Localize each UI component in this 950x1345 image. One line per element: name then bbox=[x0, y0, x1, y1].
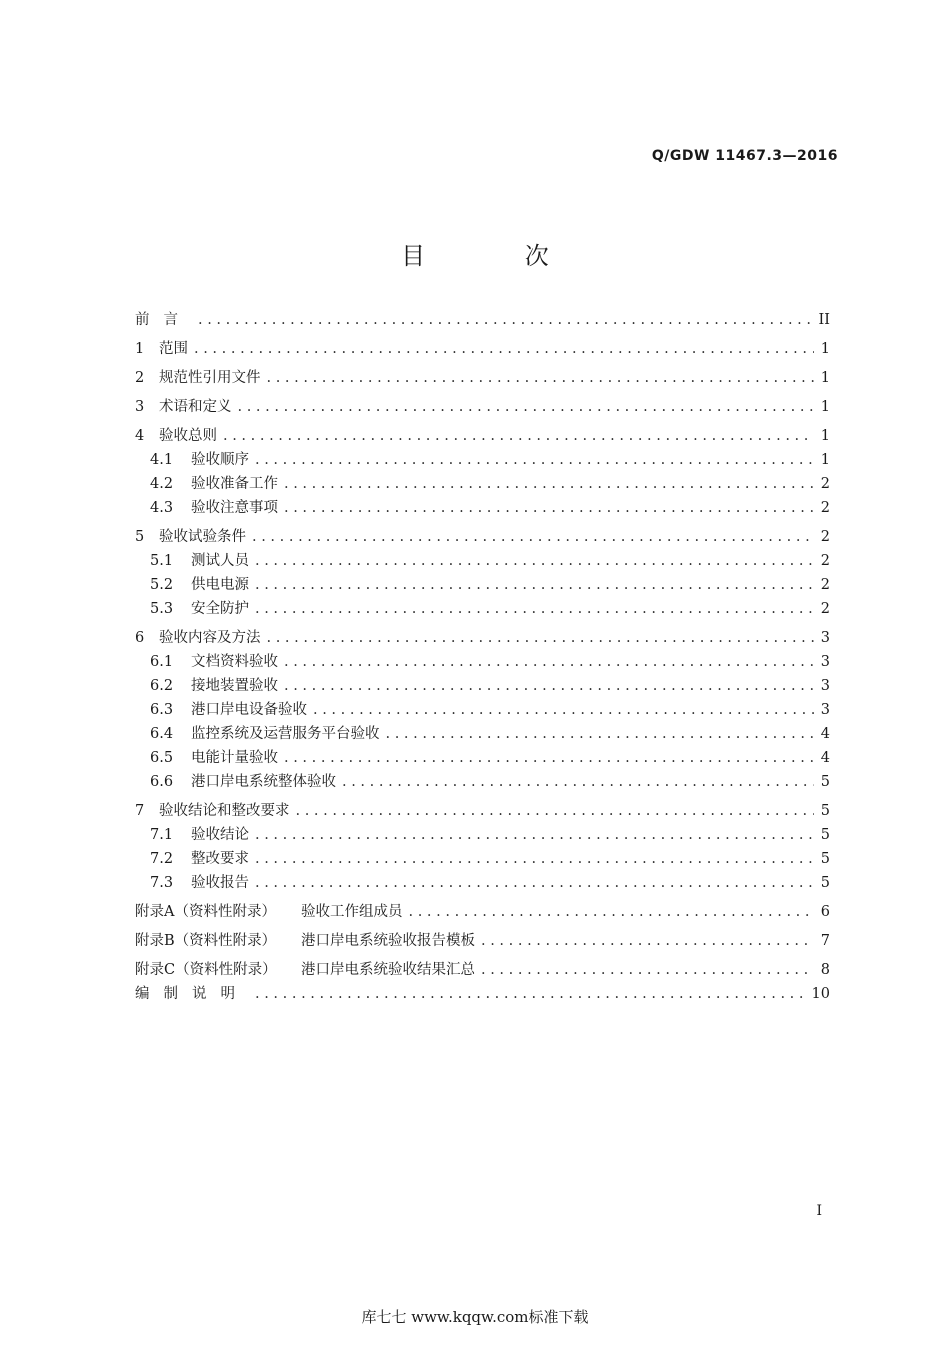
toc-leader-dots bbox=[255, 823, 814, 847]
toc-entry-number: 4.3 bbox=[150, 500, 174, 516]
toc-leader-dots bbox=[198, 308, 813, 332]
toc-entry-page: 1 bbox=[820, 370, 830, 386]
toc-entry-title: 验收注意事项 bbox=[191, 500, 278, 516]
toc-entry-number: 7.1 bbox=[150, 827, 174, 843]
toc-leader-dots bbox=[284, 496, 814, 520]
toc-entry-page: 2 bbox=[820, 500, 830, 516]
toc-entry-number: 7 bbox=[135, 803, 145, 819]
toc-leader-dots bbox=[284, 674, 814, 698]
toc-entry-number: 7.3 bbox=[150, 875, 174, 891]
toc-entry-number: 4 bbox=[135, 428, 145, 444]
toc-entry[interactable] bbox=[135, 366, 830, 390]
toc-entry[interactable] bbox=[135, 549, 830, 573]
toc-entry-title: 验收顺序 bbox=[191, 452, 249, 468]
toc-entry-page: 1 bbox=[820, 428, 830, 444]
toc-leader-dots bbox=[255, 871, 814, 895]
toc-entry[interactable] bbox=[135, 597, 830, 621]
toc-entry-number: 6.2 bbox=[150, 678, 174, 694]
toc-leader-dots bbox=[284, 650, 814, 674]
table-of-contents bbox=[135, 308, 830, 1006]
toc-entry-number: 6.3 bbox=[150, 702, 174, 718]
toc-entry[interactable] bbox=[135, 308, 830, 332]
toc-entry-title: 电能计量验收 bbox=[191, 750, 278, 766]
toc-entry[interactable] bbox=[135, 722, 830, 746]
toc-leader-dots bbox=[296, 799, 815, 823]
toc-entry-title: 验收工作组成员 bbox=[301, 904, 403, 920]
toc-entry[interactable] bbox=[135, 698, 830, 722]
toc-entry-title: 编制说明 bbox=[135, 986, 249, 1002]
toc-entry-page: 4 bbox=[820, 726, 830, 742]
toc-entry-title: 验收准备工作 bbox=[191, 476, 278, 492]
toc-entry-page: 3 bbox=[820, 630, 830, 646]
toc-leader-dots bbox=[255, 597, 814, 621]
toc-entry[interactable] bbox=[135, 871, 830, 895]
toc-entry-number: 4.2 bbox=[150, 476, 174, 492]
toc-entry-title: 术语和定义 bbox=[159, 399, 232, 415]
toc-leader-dots bbox=[386, 722, 815, 746]
toc-leader-dots bbox=[284, 746, 814, 770]
toc-entry-title: 验收报告 bbox=[191, 875, 249, 891]
toc-entry-page: 2 bbox=[820, 577, 830, 593]
toc-entry-page: 1 bbox=[820, 452, 830, 468]
toc-entry[interactable] bbox=[135, 496, 830, 520]
toc-entry-number: 5 bbox=[135, 529, 145, 545]
toc-entry-title: 验收结论 bbox=[191, 827, 249, 843]
toc-entry-number: 附录C（资料性附录） bbox=[135, 962, 277, 978]
toc-entry[interactable] bbox=[135, 337, 830, 361]
toc-entry-page: 5 bbox=[820, 875, 830, 891]
toc-entry-page: 7 bbox=[820, 933, 830, 949]
toc-leader-dots bbox=[194, 337, 814, 361]
toc-entry-title: 文档资料验收 bbox=[191, 654, 278, 670]
toc-entry-number: 6 bbox=[135, 630, 145, 646]
toc-entry-number: 1 bbox=[135, 341, 145, 357]
toc-entry-number: 6.4 bbox=[150, 726, 174, 742]
toc-entry-number: 6.1 bbox=[150, 654, 174, 670]
toc-leader-dots bbox=[342, 770, 814, 794]
toc-entry-page: 3 bbox=[820, 654, 830, 670]
toc-entry-page: 5 bbox=[820, 851, 830, 867]
toc-entry[interactable] bbox=[135, 958, 830, 982]
toc-entry[interactable] bbox=[135, 573, 830, 597]
toc-entry-title: 安全防护 bbox=[191, 601, 249, 617]
toc-entry[interactable] bbox=[135, 982, 830, 1006]
toc-entry[interactable] bbox=[135, 424, 830, 448]
toc-entry-page: 1 bbox=[820, 341, 830, 357]
toc-entry[interactable] bbox=[135, 674, 830, 698]
toc-entry[interactable] bbox=[135, 472, 830, 496]
toc-entry-title: 港口岸电设备验收 bbox=[191, 702, 307, 718]
footer-text: 库七七 www.kqqw.com标准下载 bbox=[361, 1308, 589, 1326]
toc-entry[interactable] bbox=[135, 929, 830, 953]
toc-entry-title: 港口岸电系统验收结果汇总 bbox=[301, 962, 475, 978]
toc-entry[interactable] bbox=[135, 847, 830, 871]
toc-entry[interactable] bbox=[135, 626, 830, 650]
toc-entry-page: II bbox=[818, 312, 830, 328]
toc-entry-page: 4 bbox=[820, 750, 830, 766]
toc-entry-title: 范围 bbox=[159, 341, 188, 357]
toc-entry-page: 2 bbox=[820, 529, 830, 545]
toc-entry-page: 6 bbox=[820, 904, 830, 920]
toc-entry-title: 验收试验条件 bbox=[159, 529, 246, 545]
toc-leader-dots bbox=[481, 958, 814, 982]
toc-entry-number: 7.2 bbox=[150, 851, 174, 867]
toc-entry-title: 规范性引用文件 bbox=[159, 370, 261, 386]
toc-title: 目 次 bbox=[401, 242, 595, 270]
toc-entry-title: 验收结论和整改要求 bbox=[159, 803, 290, 819]
toc-leader-dots bbox=[255, 573, 814, 597]
toc-entry-number: 2 bbox=[135, 370, 145, 386]
toc-entry-title: 验收内容及方法 bbox=[159, 630, 261, 646]
toc-entry[interactable] bbox=[135, 525, 830, 549]
toc-entry-number: 6.5 bbox=[150, 750, 174, 766]
page-number: I bbox=[816, 1203, 822, 1219]
toc-entry-number: 3 bbox=[135, 399, 145, 415]
toc-entry-title: 前言 bbox=[135, 312, 192, 328]
toc-entry-title: 接地装置验收 bbox=[191, 678, 278, 694]
toc-entry[interactable] bbox=[135, 900, 830, 924]
toc-entry[interactable] bbox=[135, 448, 830, 472]
toc-entry-title: 验收总则 bbox=[159, 428, 217, 444]
toc-entry-title: 港口岸电系统验收报告模板 bbox=[301, 933, 475, 949]
toc-entry-title: 测试人员 bbox=[191, 553, 249, 569]
toc-entry-number: 6.6 bbox=[150, 774, 174, 790]
toc-leader-dots bbox=[267, 626, 815, 650]
toc-leader-dots bbox=[409, 900, 815, 924]
toc-entry-number: 附录B（资料性附录） bbox=[135, 933, 277, 949]
toc-entry-number: 5.2 bbox=[150, 577, 174, 593]
toc-entry-title: 供电电源 bbox=[191, 577, 249, 593]
toc-entry-page: 3 bbox=[820, 702, 830, 718]
toc-leader-dots bbox=[238, 395, 815, 419]
toc-entry-page: 2 bbox=[820, 476, 830, 492]
toc-leader-dots bbox=[267, 366, 815, 390]
toc-entry-page: 2 bbox=[820, 601, 830, 617]
toc-entry[interactable] bbox=[135, 770, 830, 794]
toc-entry-page: 1 bbox=[820, 399, 830, 415]
toc-leader-dots bbox=[313, 698, 814, 722]
toc-entry-page: 5 bbox=[820, 827, 830, 843]
toc-entry[interactable] bbox=[135, 746, 830, 770]
toc-leader-dots bbox=[255, 448, 814, 472]
toc-entry-page: 8 bbox=[820, 962, 830, 978]
toc-leader-dots bbox=[284, 472, 814, 496]
toc-entry-title: 港口岸电系统整体验收 bbox=[191, 774, 336, 790]
toc-leader-dots bbox=[255, 549, 814, 573]
toc-entry-title: 监控系统及运营服务平台验收 bbox=[191, 726, 380, 742]
toc-leader-dots bbox=[223, 424, 814, 448]
toc-entry[interactable] bbox=[135, 799, 830, 823]
toc-leader-dots bbox=[252, 525, 814, 549]
document-id: Q/GDW 11467.3—2016 bbox=[651, 148, 838, 164]
toc-entry[interactable] bbox=[135, 650, 830, 674]
toc-entry[interactable] bbox=[135, 823, 830, 847]
toc-entry-page: 2 bbox=[820, 553, 830, 569]
toc-entry-page: 5 bbox=[820, 803, 830, 819]
toc-entry-page: 5 bbox=[820, 774, 830, 790]
toc-entry-number: 5.1 bbox=[150, 553, 174, 569]
toc-entry-number: 附录A（资料性附录） bbox=[135, 904, 276, 920]
toc-entry-title: 整改要求 bbox=[191, 851, 249, 867]
toc-leader-dots bbox=[255, 847, 814, 871]
toc-entry-page: 3 bbox=[820, 678, 830, 694]
toc-entry-page: 10 bbox=[811, 986, 830, 1002]
toc-leader-dots bbox=[481, 929, 814, 953]
toc-entry-number: 4.1 bbox=[150, 452, 174, 468]
toc-leader-dots bbox=[255, 982, 806, 1006]
toc-entry-number: 5.3 bbox=[150, 601, 174, 617]
toc-entry[interactable] bbox=[135, 395, 830, 419]
